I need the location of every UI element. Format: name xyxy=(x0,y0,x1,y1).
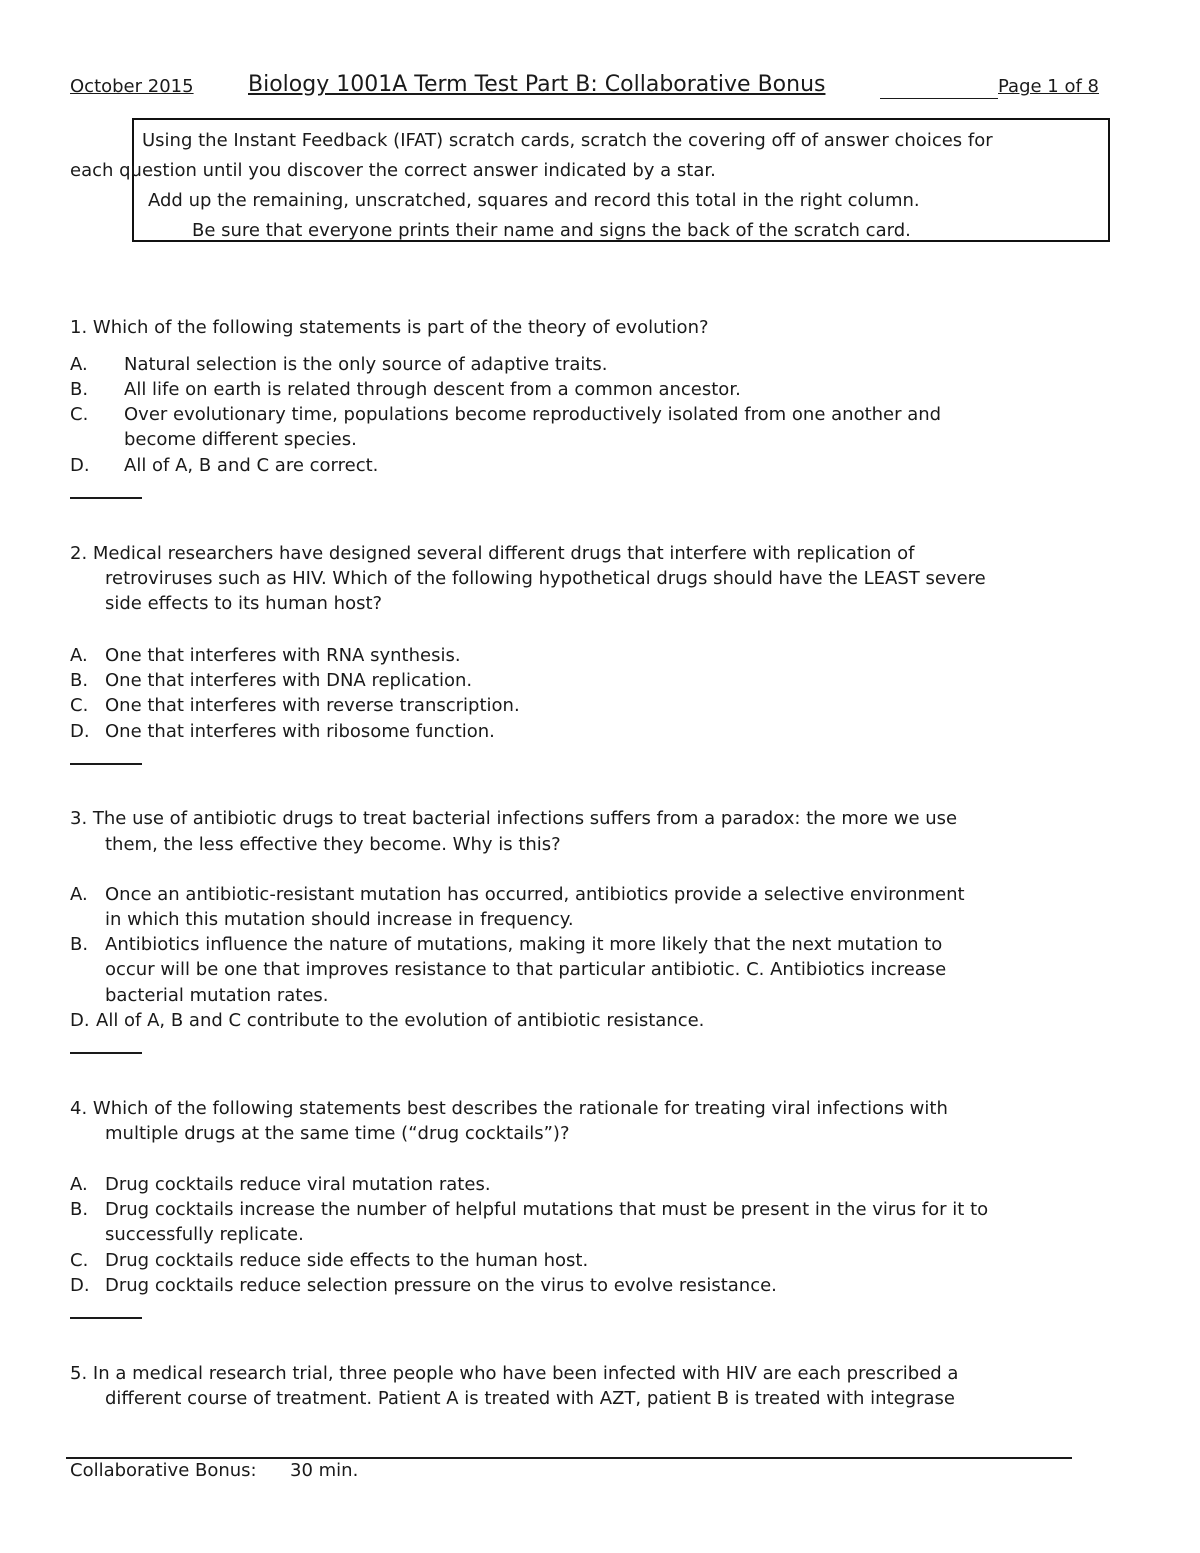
question-1-stem: 1. Which of the following statements is part of the theory of evolution? xyxy=(70,317,709,338)
q1-option-a-letter: A. xyxy=(70,354,88,375)
q4-option-a-letter: A. xyxy=(70,1174,88,1195)
q4-answer-line[interactable] xyxy=(70,1317,142,1319)
question-2-stem: 2. Medical researchers have designed several different drugs that interfere with replication of xyxy=(70,543,915,564)
q1-option-b-letter: B. xyxy=(70,379,89,400)
q3-option-b-letter: B. xyxy=(70,934,89,955)
question-5-stem-cont: different course of treatment. Patient A is treated with AZT, patient B is treated with integrase xyxy=(105,1388,955,1409)
q2-option-b: One that interferes with DNA replication. xyxy=(105,670,473,691)
footer-time: 30 min. xyxy=(290,1460,359,1481)
question-4-stem-cont: multiple drugs at the same time (“drug cocktails”)? xyxy=(105,1123,570,1144)
q2-option-d: One that interferes with ribosome function. xyxy=(105,721,495,742)
q3-option-d: All of A, B and C contribute to the evolution of antibiotic resistance. xyxy=(96,1010,705,1031)
page-number: Page 1 of 8 xyxy=(998,76,1099,97)
q4-option-d: Drug cocktails reduce selection pressure on the virus to evolve resistance. xyxy=(105,1275,777,1296)
header-date: October 2015 xyxy=(70,76,194,97)
q3-option-b: Antibiotics influence the nature of mutations, making it more likely that the next mutation to xyxy=(105,934,943,955)
footer-label: Collaborative Bonus: xyxy=(70,1460,257,1481)
q2-option-a-letter: A. xyxy=(70,645,88,666)
q3-option-a-letter: A. xyxy=(70,884,88,905)
q1-option-c-letter: C. xyxy=(70,404,89,425)
q3-option-a: Once an antibiotic-resistant mutation has occurred, antibiotics provide a selective environment xyxy=(105,884,965,905)
q1-answer-line[interactable] xyxy=(70,497,142,499)
q2-option-c: One that interferes with reverse transcription. xyxy=(105,695,520,716)
question-2-stem-cont-1: retroviruses such as HIV. Which of the following hypothetical drugs should have the LEAST severe xyxy=(105,568,986,589)
q4-option-c: Drug cocktails reduce side effects to the human host. xyxy=(105,1250,589,1271)
q3-option-a-cont: in which this mutation should increase in frequency. xyxy=(105,909,574,930)
instructions-line-3: Add up the remaining, unscratched, squares and record this total in the right column. xyxy=(148,190,920,211)
q2-option-a: One that interferes with RNA synthesis. xyxy=(105,645,461,666)
q3-option-d-letter: D. xyxy=(70,1010,90,1031)
q3-option-b-cont-1: occur will be one that improves resistance to that particular antibiotic. C. Antibiotics increase xyxy=(105,959,947,980)
q4-option-b-letter: B. xyxy=(70,1199,89,1220)
q1-option-c: Over evolutionary time, populations become reproductively isolated from one another and xyxy=(124,404,942,425)
question-5-stem: 5. In a medical research trial, three people who have been infected with HIV are each prescribed a xyxy=(70,1363,959,1384)
instructions-line-1: Using the Instant Feedback (IFAT) scratch cards, scratch the covering off of answer choices for xyxy=(142,130,993,151)
q4-option-b-cont: successfully replicate. xyxy=(105,1224,304,1245)
q2-option-c-letter: C. xyxy=(70,695,89,716)
q3-option-b-cont-2: bacterial mutation rates. xyxy=(105,985,329,1006)
q2-option-b-letter: B. xyxy=(70,670,89,691)
header-rule xyxy=(880,98,998,99)
q2-option-d-letter: D. xyxy=(70,721,90,742)
q4-option-b: Drug cocktails increase the number of helpful mutations that must be present in the virus for it to xyxy=(105,1199,989,1220)
q1-option-d-letter: D. xyxy=(70,455,90,476)
q3-answer-line[interactable] xyxy=(70,1052,142,1054)
q1-option-d: All of A, B and C are correct. xyxy=(124,455,379,476)
question-2-stem-cont-2: side effects to its human host? xyxy=(105,593,383,614)
q2-answer-line[interactable] xyxy=(70,763,142,765)
q1-option-c-cont: become different species. xyxy=(124,429,357,450)
q4-option-a: Drug cocktails reduce viral mutation rates. xyxy=(105,1174,491,1195)
instructions-line-2: each question until you discover the correct answer indicated by a star. xyxy=(70,160,716,181)
instructions-line-4: Be sure that everyone prints their name and signs the back of the scratch card. xyxy=(192,220,911,241)
q1-option-a: Natural selection is the only source of adaptive traits. xyxy=(124,354,608,375)
q4-option-c-letter: C. xyxy=(70,1250,89,1271)
page-title: Biology 1001A Term Test Part B: Collaborative Bonus xyxy=(248,72,826,97)
question-3-stem-cont: them, the less effective they become. Why is this? xyxy=(105,834,561,855)
q4-option-d-letter: D. xyxy=(70,1275,90,1296)
question-3-stem: 3. The use of antibiotic drugs to treat bacterial infections suffers from a paradox: the more we use xyxy=(70,808,958,829)
question-4-stem: 4. Which of the following statements best describes the rationale for treating viral infections with xyxy=(70,1098,948,1119)
q1-option-b: All life on earth is related through descent from a common ancestor. xyxy=(124,379,741,400)
